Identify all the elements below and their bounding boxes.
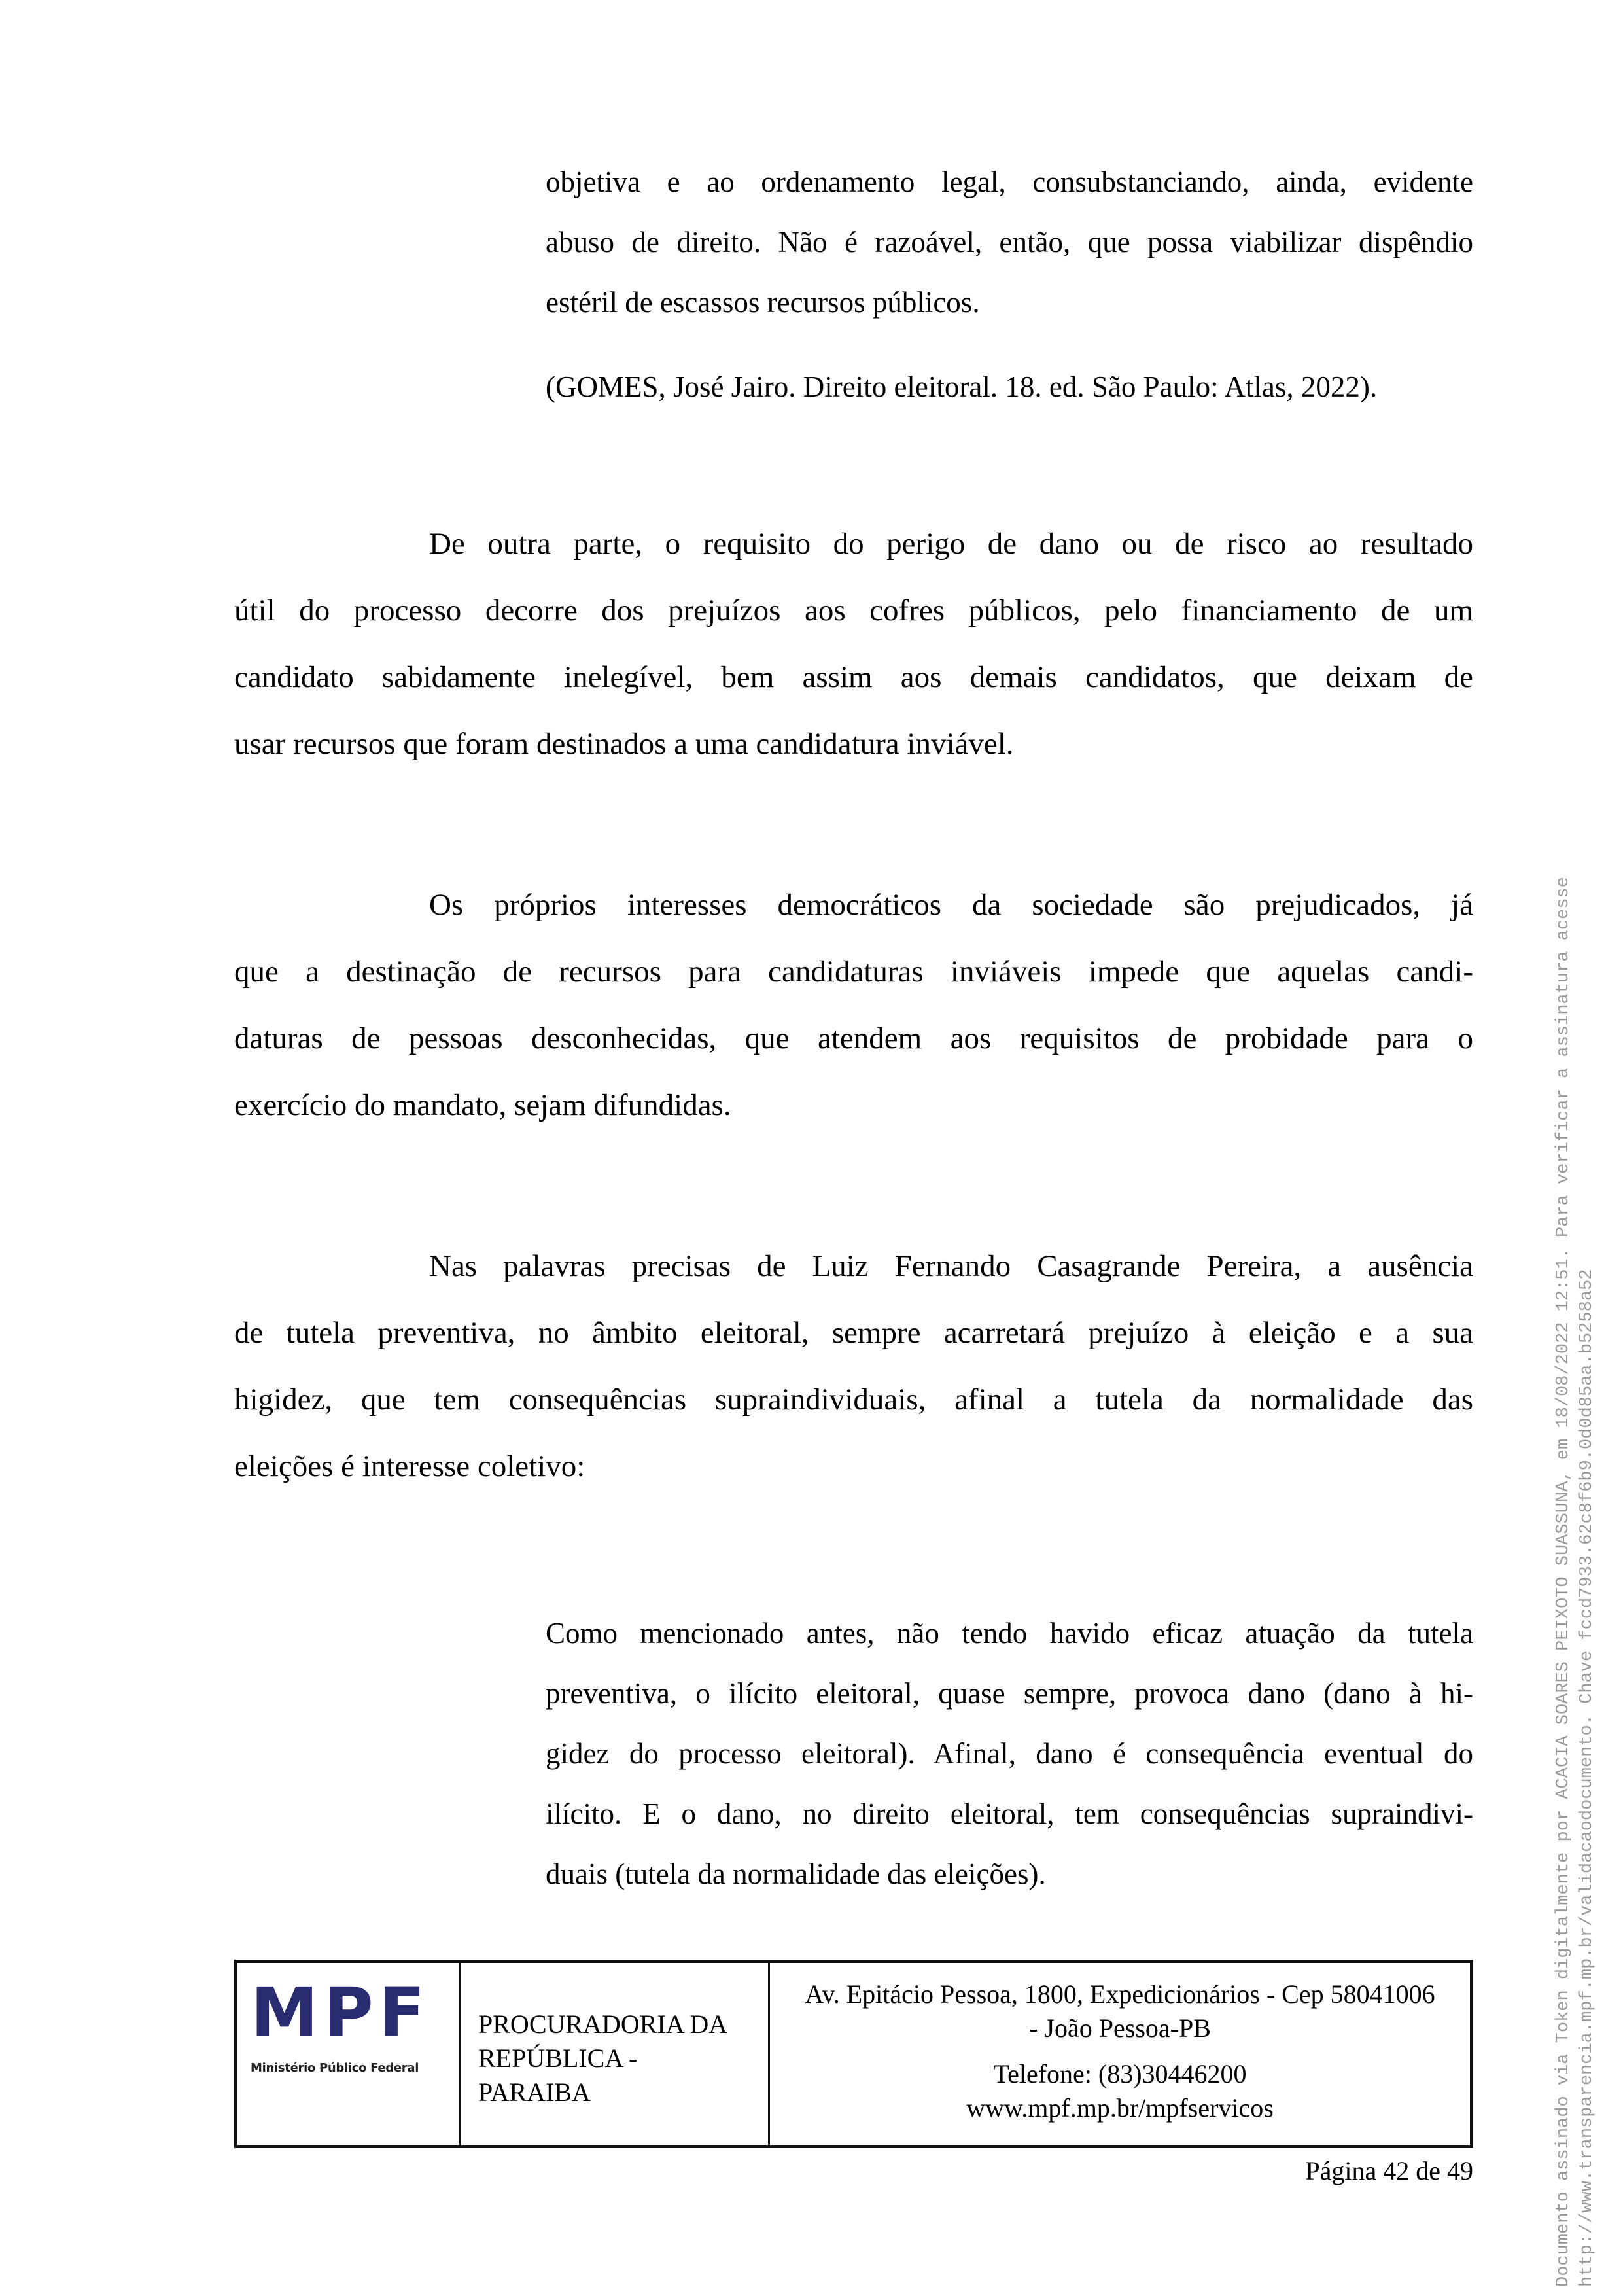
quote-line: estéril de escassos recursos públicos. — [546, 286, 980, 319]
org-line: PROCURADORIA DA — [478, 2009, 728, 2039]
paragraph-line: usar recursos que foram destinados a uma candidatura inviável. — [234, 727, 1014, 761]
paragraph-line: exercício do mandato, sejam difundidas. — [234, 1088, 731, 1122]
page-number: Página 42 de 49 — [1305, 2156, 1473, 2185]
paragraph-line: De outra parte, o requisito do perigo de dano ou de risco ao resultado — [429, 527, 1473, 561]
paragraph-line: candidato sabidamente inelegível, bem assim aos demais candidatos, que deixam de — [234, 660, 1473, 694]
paragraph-line: Nas palavras precisas de Luiz Fernando Casagrande Pereira, a ausência — [429, 1249, 1473, 1283]
website-link[interactable]: www.mpf.mp.br/mpfservicos — [966, 2093, 1274, 2123]
footer-table — [234, 1960, 1473, 2148]
paragraph-line: Os próprios interesses democráticos da sociedade são prejudicados, já — [429, 888, 1473, 922]
paragraph-line: de tutela preventiva, no âmbito eleitoral, sempre acarretará prejuízo à eleição e a sua — [234, 1316, 1473, 1350]
block-quote-casagrande — [546, 1603, 1473, 1904]
address-line-1: Av. Epitácio Pessoa, 1800, Expedicionários - Cep 58041006 — [805, 1979, 1435, 2009]
quote-citation: (GOMES, José Jairo. Direito eleitoral. 18. ed. São Paulo: Atlas, 2022). — [546, 370, 1378, 403]
mpf-logo-subtitle: Ministério Público Federal — [251, 2061, 419, 2075]
paragraph-line: higidez, que tem consequências supraindividuais, afinal a tutela da normalidade das — [234, 1383, 1473, 1417]
address-line-2: - João Pessoa-PB — [1029, 2013, 1211, 2043]
quote-line: duais (tutela da normalidade das eleições). — [546, 1858, 1046, 1890]
org-line: REPÚBLICA - — [478, 2043, 638, 2073]
signature-line-1: Documento assinado via Token digitalmente por ACACIA SOARES PEIXOTO SUASSUNA, em 18/08/2022 12:51. Para verificar a assinatura acesse — [1554, 877, 1573, 2287]
signature-line-2[interactable]: http://www.transparencia.mpf.mp.br/validacaodocumento. Chave fccd7933.62c8f6b9.0d0d85aa.b5258a52 — [1577, 1269, 1597, 2287]
quote-line: preventiva, o ilícito eleitoral, quase sempre, provoca dano (dano à hi- — [546, 1677, 1473, 1710]
paragraph-casagrande-pereira — [234, 1233, 1473, 1500]
phone-number: Telefone: (83)30446200 — [993, 2059, 1247, 2089]
paragraph-line: que a destinação de recursos para candidaturas inviáveis impede que aquelas candi- — [234, 955, 1473, 989]
mpf-logo-letters: MPF — [251, 1973, 430, 2053]
org-line: PARAIBA — [478, 2077, 591, 2107]
organization-name — [461, 1963, 770, 2145]
paragraph-line: útil do processo decorre dos prejuízos aos cofres públicos, pelo financiamento de um — [234, 593, 1473, 627]
block-quote-gomes — [546, 152, 1473, 332]
quote-line: gidez do processo eleitoral). Afinal, dano é consequência eventual do — [546, 1737, 1473, 1770]
paragraph-line: daturas de pessoas desconhecidas, que atendem aos requisitos de probidade para o — [234, 1021, 1473, 1055]
signature-watermark — [1552, 877, 1599, 2287]
quote-line: abuso de direito. Não é razoável, então, que possa viabilizar dispêndio — [546, 226, 1473, 258]
mpf-logo — [237, 1963, 461, 2145]
paragraph-perigo-de-dano — [234, 510, 1473, 777]
quote-line: objetiva e ao ordenamento legal, consubstanciando, ainda, evidente — [546, 166, 1473, 198]
quote-line: ilícito. E o dano, no direito eleitoral, tem consequências supraindivi- — [546, 1797, 1473, 1830]
quote-line: Como mencionado antes, não tendo havido eficaz atuação da tutela — [546, 1617, 1473, 1650]
contact-info — [770, 1963, 1470, 2145]
paragraph-line: eleições é interesse coletivo: — [234, 1449, 585, 1483]
paragraph-interesses-democraticos — [234, 872, 1473, 1139]
